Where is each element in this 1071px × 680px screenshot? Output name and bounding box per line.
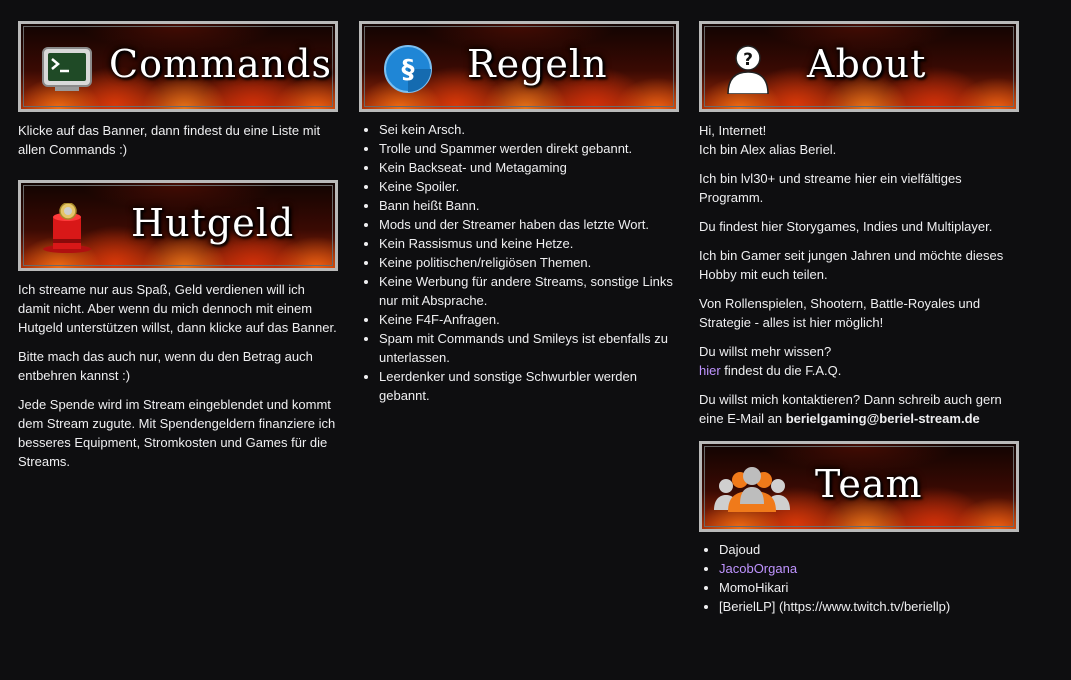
question-person-icon [722,44,774,94]
about-description [699,121,1021,428]
hutgeld-banner[interactable] [18,180,338,271]
team-member: • Dajoud [719,540,1021,559]
about-contact [699,390,1021,428]
hutgeld-paragraph: Jede Spende wird im Stream eingeblendet und kommt dem Stream zugute. Mit Spendengeldern finanziere ich besseres Equipment, Stromkosten und Games für die Streams. [18,397,336,469]
svg-text:?: ? [743,50,753,70]
hutgeld-paragraph: Ich streame nur aus Spaß, Geld verdienen will ich damit nicht. Aber wenn du mich dennoch mit einem Hutgeld unterstützen willst, dann klicke auf das Banner. [18,282,337,335]
regeln-banner[interactable] [359,21,679,112]
hutgeld-banner-title: Hutgeld [131,201,295,245]
about-faq [699,342,1021,380]
rule-item: • Keine Werbung für andere Streams, sonstige Links nur mit Absprache. [379,272,681,310]
rule-item: • Leerdenker und sonstige Schwurbler werden gebannt. [379,367,681,405]
commands-description [18,121,340,159]
commands-banner-title: Commands [109,42,332,86]
regeln-banner-title: Regeln [467,42,608,86]
about-paragraph: Du findest hier Storygames, Indies und Multiplayer. [699,219,993,234]
commands-text: Klicke auf das Banner, dann findest du eine Liste mit allen Commands :) [18,123,321,157]
terminal-icon [41,44,93,94]
about-greeting: Hi, Internet! [699,123,767,138]
contact-text: Du willst mich kontaktieren? Dann schreib auch gern eine E-Mail an [699,392,1002,426]
rule-item: • Kein Backseat- und Metagaming [379,158,681,177]
about-banner[interactable] [699,21,1019,112]
team-member [719,559,1021,578]
faq-text: findest du die F.A.Q. [720,363,842,378]
team-list [699,540,1021,616]
rule-item: • Keine Spoiler. [379,177,681,196]
paragraph-icon [382,44,434,94]
rule-item: • Kein Rassismus und keine Hetze. [379,234,681,253]
team-member: • MomoHikari [719,578,1021,597]
contact-email: berielgaming@beriel-stream.de [785,411,980,426]
hat-coin-icon [41,203,93,253]
faq-link[interactable]: hier [699,363,721,378]
about-paragraph: Ich bin lvl30+ und streame hier ein vielfältiges Programm. [699,171,962,205]
about-paragraph: Von Rollenspielen, Shootern, Battle-Royales und Strategie - alles ist hier möglich! [699,296,981,330]
team-banner[interactable] [699,441,1019,532]
rule-item: • Keine F4F-Anfragen. [379,310,681,329]
rule-item: • Mods und der Streamer haben das letzte Wort. [379,215,681,234]
rule-item: • Keine politischen/religiösen Themen. [379,253,681,272]
team-member-link[interactable]: JacobOrgana [719,561,798,576]
rule-item: • Sei kein Arsch. [379,120,681,139]
about-more-question: Du willst mehr wissen? [699,344,832,359]
about-team-column [699,21,1021,616]
team-icon [712,464,792,514]
about-paragraph: Ich bin Gamer seit jungen Jahren und möchte dieses Hobby mit euch teilen. [699,248,1004,282]
team-banner-title: Team [815,462,923,506]
rule-item: • Trolle und Spammer werden direkt gebannt. [379,139,681,158]
regeln-column [359,21,681,405]
rule-item: • Bann heißt Bann. [379,196,681,215]
rule-item: • Spam mit Commands und Smileys ist ebenfalls zu unterlassen. [379,329,681,367]
hutgeld-paragraph: Bitte mach das auch nur, wenn du den Betrag auch entbehren kannst :) [18,349,313,383]
rules-list [359,120,681,405]
commands-hutgeld-column [18,21,340,481]
about-intro [699,121,1021,159]
commands-banner[interactable] [18,21,338,112]
team-member: • [BerielLP] (https://www.twitch.tv/beriellp) [719,597,1021,616]
hutgeld-description [18,280,340,471]
about-banner-title: About [807,42,927,86]
svg-text:§: § [401,55,415,85]
about-name: Ich bin Alex alias Beriel. [699,142,837,157]
